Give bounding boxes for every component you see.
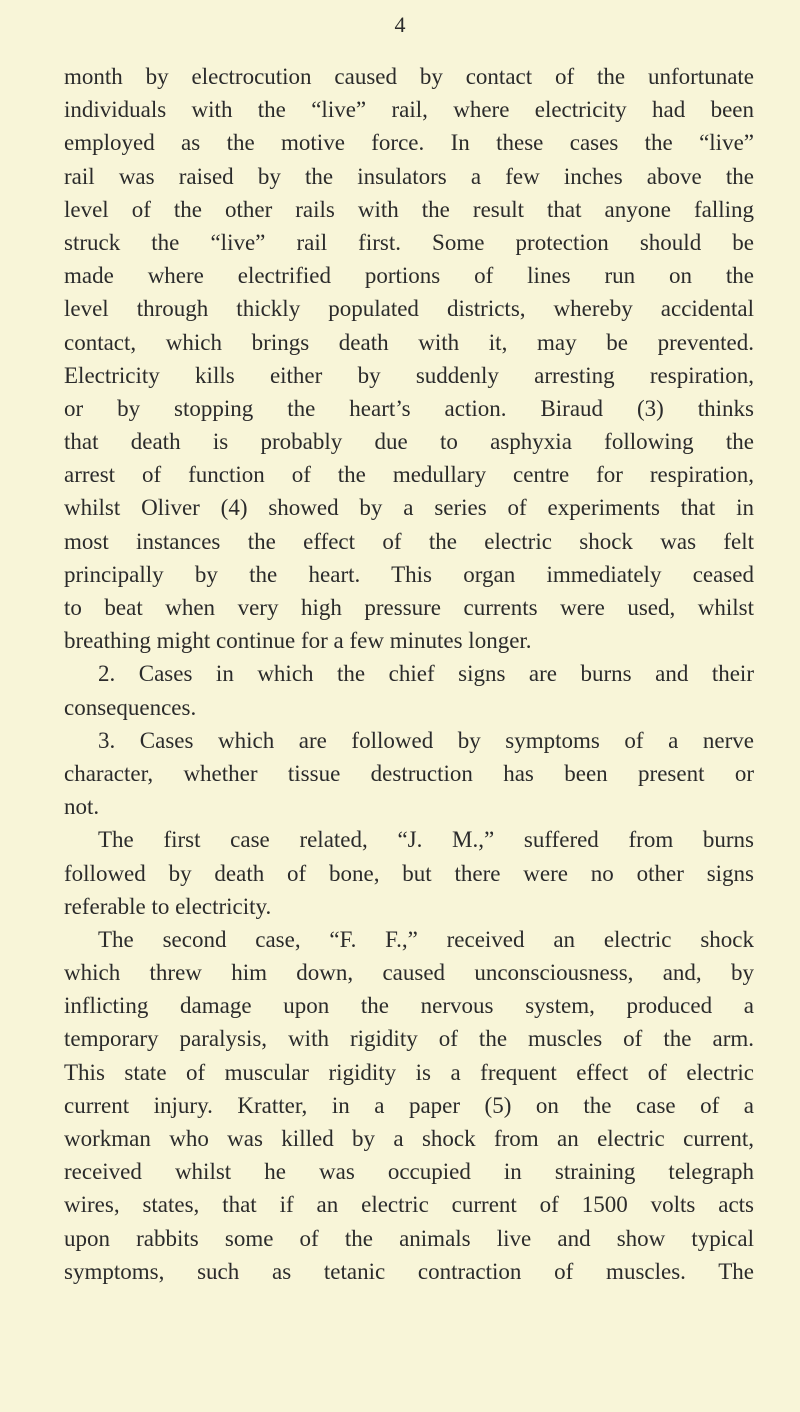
text-line: character, whether tissue destruction has been present or xyxy=(64,760,754,786)
body-text xyxy=(64,60,754,1288)
text-line: upon rabbits some of the animals live and show typical xyxy=(64,1225,754,1251)
text-line: that death is probably due to asphyxia following the xyxy=(64,429,754,455)
text-line: level of the other rails with the result that anyone falling xyxy=(64,196,754,222)
text-line: temporary paralysis, with rigidity of the muscles of the arm. xyxy=(64,1026,754,1052)
text-line: symptoms, such as tetanic contraction of muscles. The xyxy=(64,1258,754,1284)
text-line: arrest of function of the medullary centre for respiration, xyxy=(64,462,754,488)
text-line: received whilst he was occupied in straining telegraph xyxy=(64,1159,754,1185)
text-line: month by electrocution caused by contact of the unfortunate xyxy=(64,64,754,89)
text-line: consequences. xyxy=(64,694,197,720)
text-line: or by stopping the heart’s action. Biraud (3) thinks xyxy=(64,395,754,421)
text-line: to beat when very high pressure currents were used, whilst xyxy=(64,595,754,620)
text-line: individuals with the “live” rail, where electricity had been xyxy=(64,97,754,123)
text-line: whilst Oliver (4) showed by a series of experiments that in xyxy=(64,495,754,521)
text-line: current injury. Kratter, in a paper (5) on the case of a xyxy=(64,1092,754,1118)
text-line: wires, states, that if an electric current of 1500 volts acts xyxy=(64,1192,754,1218)
text-line: This state of muscular rigidity is a frequent effect of electric xyxy=(64,1059,754,1085)
text-line: rail was raised by the insulators a few inches above the xyxy=(64,163,754,189)
text-line: The second case, “F. F.,” received an electric shock xyxy=(98,926,754,952)
text-line: referable to electricity. xyxy=(64,893,272,919)
text-line: inflicting damage upon the nervous system, produced a xyxy=(64,993,754,1019)
text-line: level through thickly populated districts, whereby accidental xyxy=(64,296,754,322)
text-line: breathing might continue for a few minutes longer. xyxy=(64,628,532,654)
text-line: principally by the heart. This organ immediately ceased xyxy=(64,561,754,587)
text-line: workman who was killed by a shock from an electric current, xyxy=(64,1126,754,1151)
text-line: employed as the motive force. In these cases the “live” xyxy=(64,130,754,156)
text-line: not. xyxy=(64,794,100,820)
page-number: 4 xyxy=(394,12,406,37)
text-line: struck the “live” rail first. Some protection should be xyxy=(64,229,754,255)
text-line: 2. Cases in which the chief signs are burns and their xyxy=(98,661,754,687)
text-line: The first case related, “J. M.,” suffered from burns xyxy=(98,827,754,853)
text-line: contact, which brings death with it, may be prevented. xyxy=(64,329,754,355)
text-line: followed by death of bone, but there were no other signs xyxy=(64,860,754,886)
text-line: made where electrified portions of lines run on the xyxy=(64,263,754,289)
text-line: Electricity kills either by suddenly arresting respiration, xyxy=(64,362,754,388)
text-line: most instances the effect of the electric shock was felt xyxy=(64,528,754,554)
text-line: which threw him down, caused unconsciousness, and, by xyxy=(64,960,754,986)
text-line: 3. Cases which are followed by symptoms of a nerve xyxy=(98,727,754,753)
